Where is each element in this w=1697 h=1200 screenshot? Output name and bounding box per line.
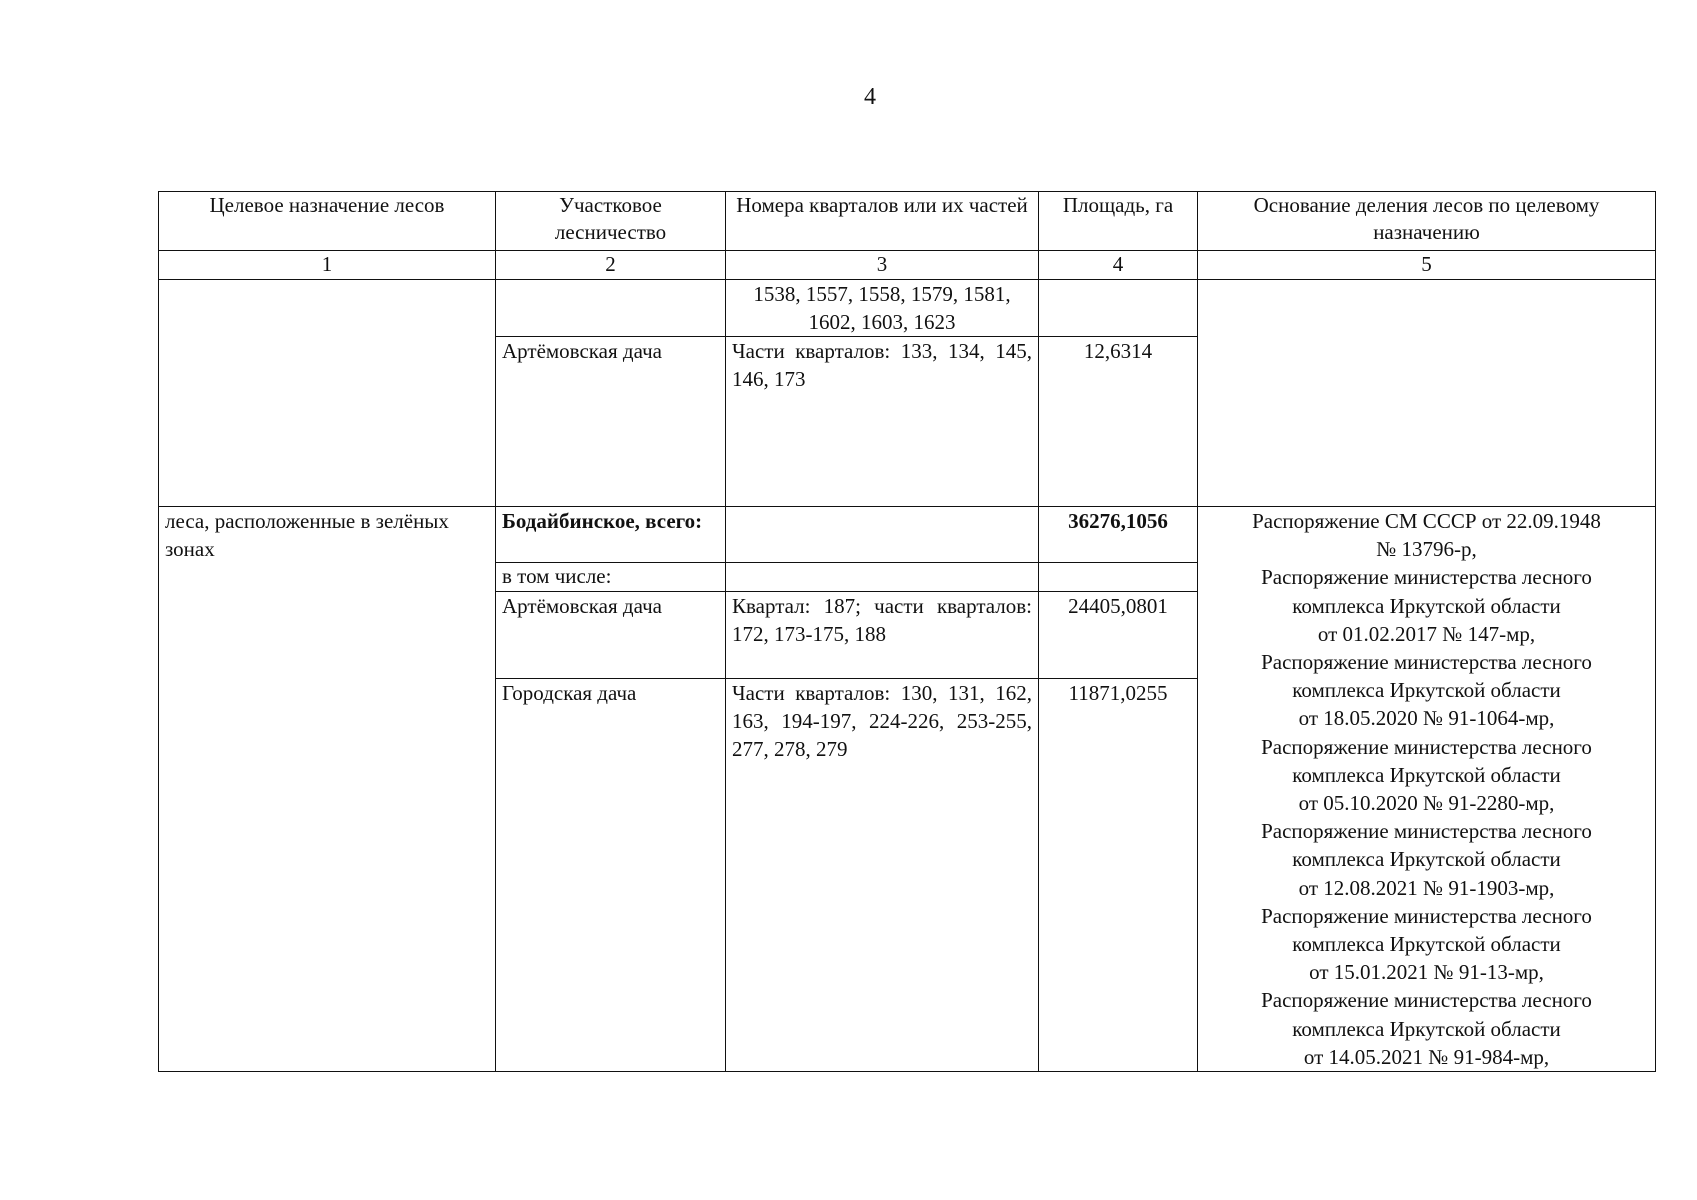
- basis-line: от 14.05.2021 № 91-984-мр,: [1303, 1044, 1550, 1069]
- forest-purpose-table: [158, 191, 1656, 1072]
- basis-line: от 05.10.2020 № 91-2280-мр,: [1298, 791, 1555, 816]
- basis-line: Распоряжение министерства лесного: [1261, 903, 1592, 928]
- table-row: [159, 280, 1656, 337]
- forestry-cell: Артёмовская дача: [496, 337, 726, 507]
- area-cell: [1039, 563, 1198, 592]
- header-basis: Основание деления лесов по целевому назначению: [1198, 192, 1656, 251]
- column-number: 3: [726, 251, 1039, 280]
- forestry-cell: Городская дача: [496, 678, 726, 1071]
- basis-cell: [1198, 280, 1656, 507]
- purpose-cell: [159, 280, 496, 507]
- area-total-cell: 36276,1056: [1039, 507, 1198, 563]
- basis-cell: [1198, 507, 1656, 1072]
- area-cell: [1039, 280, 1198, 337]
- basis-line: от 01.02.2017 № 147-мр,: [1317, 621, 1536, 646]
- forestry-cell: в том числе:: [496, 563, 726, 592]
- area-cell: 11871,0255: [1039, 678, 1198, 1071]
- basis-line: комплекса Иркутской области: [1292, 762, 1561, 787]
- basis-line: Распоряжение министерства лесного: [1261, 988, 1592, 1013]
- column-number-row: [159, 251, 1656, 280]
- basis-line: комплекса Иркутской области: [1292, 593, 1561, 618]
- table-row: [159, 507, 1656, 563]
- column-number: 2: [496, 251, 726, 280]
- column-number: 1: [159, 251, 496, 280]
- header-quarters: Номера кварталов или их частей: [726, 192, 1039, 251]
- quarters-cell: Части кварталов: 130, 131, 162, 163, 194-197, 224-226, 253-255, 277, 278, 279: [726, 678, 1039, 1071]
- basis-line: Распоряжение министерства лесного: [1261, 734, 1592, 759]
- quarters-cell: Части кварталов: 133, 134, 145, 146, 173: [726, 337, 1039, 507]
- basis-line: Распоряжение СМ СССР от 22.09.1948: [1252, 509, 1601, 533]
- basis-line: № 13796-р,: [1376, 537, 1477, 562]
- forestry-total-cell: Бодайбинское, всего:: [496, 507, 726, 563]
- area-cell: 12,6314: [1039, 337, 1198, 507]
- quarters-cell: [726, 563, 1039, 592]
- basis-line: Распоряжение министерства лесного: [1261, 565, 1592, 590]
- forestry-cell: Артёмовская дача: [496, 592, 726, 678]
- basis-line: комплекса Иркутской области: [1292, 1016, 1561, 1041]
- basis-line: комплекса Иркутской области: [1292, 932, 1561, 957]
- forestry-cell: [496, 280, 726, 337]
- area-cell: 24405,0801: [1039, 592, 1198, 678]
- header-area: Площадь, га: [1039, 192, 1198, 251]
- quarters-cell: 1538, 1557, 1558, 1579, 1581, 1602, 1603, 1623: [726, 280, 1039, 337]
- basis-line: от 12.08.2021 № 91-1903-мр,: [1298, 875, 1555, 900]
- basis-line: Распоряжение министерства лесного: [1261, 650, 1592, 675]
- table-header-row: [159, 192, 1656, 251]
- page-number: 4: [864, 84, 876, 110]
- basis-line: от 15.01.2021 № 91-13-мр,: [1309, 960, 1544, 985]
- purpose-cell: леса, расположенные в зелёных зонах: [159, 507, 496, 1072]
- column-number: 5: [1198, 251, 1656, 280]
- basis-line: от 18.05.2020 № 91-1064-мр,: [1298, 706, 1555, 731]
- basis-line: комплекса Иркутской области: [1292, 847, 1561, 872]
- column-number: 4: [1039, 251, 1198, 280]
- basis-line: комплекса Иркутской области: [1292, 678, 1561, 703]
- quarters-cell: Квартал: 187; части кварталов: 172, 173-175, 188: [726, 592, 1039, 678]
- basis-line: Распоряжение министерства лесного: [1261, 819, 1592, 844]
- header-forestry: Участковое лесничество: [496, 192, 726, 251]
- header-purpose: Целевое назначение лесов: [159, 192, 496, 251]
- quarters-cell: [726, 507, 1039, 563]
